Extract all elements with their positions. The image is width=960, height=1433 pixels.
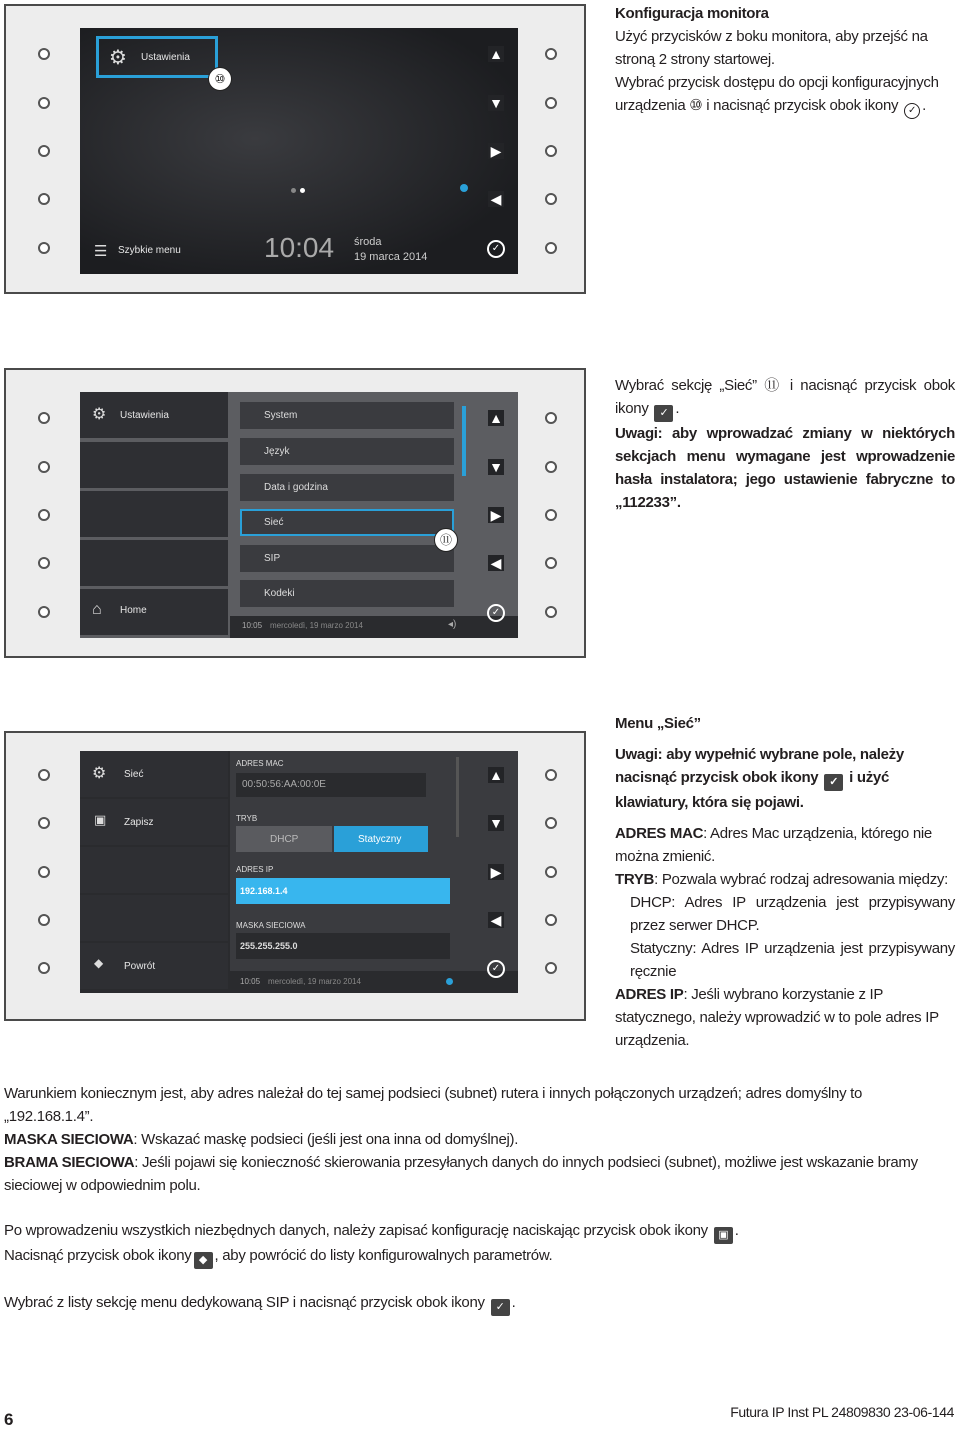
term: ADRES MAC bbox=[615, 825, 704, 842]
paragraph bbox=[4, 1128, 954, 1151]
monitor-screen bbox=[80, 751, 518, 993]
paragraph-end: . bbox=[511, 1294, 516, 1311]
section-heading: Konfiguracja monitora bbox=[615, 5, 769, 22]
mode-dhcp-option[interactable] bbox=[236, 826, 332, 852]
side-button-left-2[interactable] bbox=[38, 817, 50, 829]
mask-field[interactable] bbox=[236, 933, 450, 959]
term: TRYB bbox=[615, 871, 655, 888]
section-heading: Menu „Sieć” bbox=[615, 715, 701, 732]
desc: : Jeśli wybrano korzystanie z IP statycznego, należy wprowadzić w to pole adres IP urządzenia. bbox=[615, 986, 939, 1049]
home-icon: ⌂ bbox=[92, 601, 102, 618]
gear-icon: ⚙ bbox=[109, 47, 127, 69]
settings-list bbox=[230, 392, 518, 638]
sidebar-empty-1 bbox=[80, 442, 228, 488]
mac-value: 00:50:56:AA:00:0E bbox=[242, 779, 326, 790]
mac-label: ADRES MAC bbox=[236, 759, 284, 768]
settings-tile[interactable] bbox=[96, 36, 218, 78]
body-text bbox=[4, 1082, 954, 1316]
settings-sidebar-item[interactable] bbox=[80, 392, 228, 438]
mask-value: 255.255.255.0 bbox=[240, 941, 298, 951]
side-button-right-5[interactable] bbox=[545, 242, 557, 254]
side-button-right-2[interactable] bbox=[545, 461, 557, 473]
paragraph bbox=[615, 374, 955, 422]
paragraph bbox=[4, 1219, 954, 1244]
ip-value: 192.168.1.4 bbox=[240, 886, 288, 896]
desc: : Jeśli pojawi się konieczność skierowania przesyłanych danych do innych podsieci (subnet), możliwe jest wskazanie bramy sieciowej w odpowiednim polu. bbox=[4, 1154, 918, 1194]
callout-10: ⑩ bbox=[208, 67, 232, 91]
paragraph-text: Po wprowadzeniu wszystkich niezbędnych danych, należy zapisać konfigurację naciskając przycisk obok ikony bbox=[4, 1222, 708, 1239]
monitor-panel-settings bbox=[4, 368, 586, 658]
callout-11: ⑪ bbox=[434, 528, 458, 552]
list-item-datetime[interactable] bbox=[240, 474, 454, 501]
text-block-3 bbox=[615, 712, 955, 1052]
arrow-left-icon: ◀ bbox=[488, 191, 504, 207]
network-form bbox=[230, 751, 518, 993]
list-item-label: System bbox=[264, 410, 298, 421]
arrow-left-icon: ◀ bbox=[488, 912, 504, 928]
paragraph: Użyć przycisków z boku monitora, aby przejść na stroną 2 strony startowej. bbox=[615, 28, 928, 68]
status-date: mercoledì, 19 marzo 2014 bbox=[268, 977, 361, 986]
side-button-right-2[interactable] bbox=[545, 817, 557, 829]
paragraph: Warunkiem koniecznym jest, aby adres należał do tej samej podsieci (subnet) rutera i innych połączonych urządzeń; adres domyślny to „192.168.1.4”. bbox=[4, 1085, 863, 1125]
gear-icon: ⚙ bbox=[92, 765, 107, 782]
side-button-left-3[interactable] bbox=[38, 509, 50, 521]
back-arrow-icon: ◆ bbox=[94, 956, 104, 970]
sidebar-empty-3 bbox=[80, 540, 228, 586]
paragraph bbox=[615, 71, 955, 119]
list-item-network[interactable] bbox=[240, 509, 454, 536]
side-button-left-5[interactable] bbox=[38, 606, 50, 618]
save-sidebar-item[interactable] bbox=[80, 799, 228, 845]
side-button-left-2[interactable] bbox=[38, 461, 50, 473]
paragraph bbox=[4, 1291, 954, 1316]
side-button-right-2[interactable] bbox=[545, 97, 557, 109]
sidebar-empty-1 bbox=[80, 847, 228, 893]
status-time: 10:05 bbox=[242, 621, 263, 630]
status-icon bbox=[460, 184, 468, 192]
mode-dhcp-label: DHCP bbox=[270, 834, 299, 845]
clock-day: środa bbox=[354, 236, 382, 248]
monitor-screen bbox=[80, 28, 518, 274]
status-date: mercoledì, 19 marzo 2014 bbox=[270, 621, 363, 630]
status-bar bbox=[230, 971, 518, 993]
list-item-label: SIP bbox=[264, 553, 281, 564]
side-button-right-1[interactable] bbox=[545, 412, 557, 424]
mode-static-option[interactable] bbox=[334, 826, 428, 852]
monitor-panel-network bbox=[4, 731, 586, 1021]
paragraph-end: . bbox=[675, 400, 680, 417]
check-icon: ✓ bbox=[904, 103, 920, 119]
side-button-right-5[interactable] bbox=[545, 962, 557, 974]
text-block-1 bbox=[615, 2, 955, 119]
arrow-right-icon: ▶ bbox=[488, 507, 504, 523]
arrow-up-icon: ▲ bbox=[489, 767, 503, 783]
side-button-right-3[interactable] bbox=[545, 509, 557, 521]
definition bbox=[615, 983, 955, 1052]
paragraph-text: Wybrać przycisk dostępu do opcji konfiguracyjnych urządzenia ⑩ i nacisnąć przycisk obok ikony bbox=[615, 74, 939, 114]
back-sidebar-item[interactable] bbox=[80, 943, 228, 989]
clock-date: 19 marca 2014 bbox=[354, 251, 428, 263]
clock-time: 10:04 bbox=[264, 232, 335, 263]
speaker-icon: ◂) bbox=[448, 619, 457, 630]
home-label: Home bbox=[120, 605, 147, 616]
list-item-label: Data i godzina bbox=[264, 482, 328, 493]
save-icon: ▣ bbox=[714, 1227, 733, 1244]
menu-list-icon: ☰ bbox=[94, 243, 108, 260]
paragraph-end: . bbox=[734, 1222, 739, 1239]
side-button-left-5[interactable] bbox=[38, 962, 50, 974]
list-item-codecs[interactable] bbox=[240, 580, 454, 607]
paragraph bbox=[4, 1244, 954, 1269]
arrow-up-icon: ▲ bbox=[489, 410, 503, 426]
note-text: Uwagi: aby wypełnić wybrane pole, należy nacisnąć przycisk obok ikony bbox=[615, 746, 904, 786]
note-text: i użyć klawiatury, która się pojawi. bbox=[615, 769, 889, 811]
settings-label: Ustawienia bbox=[120, 410, 169, 421]
side-button-left-3[interactable] bbox=[38, 145, 50, 157]
side-button-left-4[interactable] bbox=[38, 914, 50, 926]
definition bbox=[615, 868, 955, 891]
sidebar-label: Sieć bbox=[124, 769, 144, 780]
text-block-2 bbox=[615, 374, 955, 514]
check-icon: ✓ bbox=[491, 1299, 510, 1316]
mask-label: MASKA SIECIOWA bbox=[236, 921, 306, 930]
side-button-right-3[interactable] bbox=[545, 145, 557, 157]
back-arrow-icon: ◆ bbox=[194, 1252, 213, 1269]
paragraph-text: Wybrać z listy sekcję menu dedykowaną SIP i nacisnąć przycisk obok ikony bbox=[4, 1294, 485, 1311]
page-dot-1 bbox=[291, 188, 296, 193]
monitor-panel-home bbox=[4, 4, 586, 294]
ip-field[interactable] bbox=[236, 878, 450, 904]
mode-static-label: Statyczny bbox=[358, 834, 402, 845]
arrow-up-icon: ▲ bbox=[489, 46, 503, 62]
side-button-right-4[interactable] bbox=[545, 193, 557, 205]
arrow-down-icon: ▼ bbox=[489, 459, 503, 475]
sidebar-label: Zapisz bbox=[124, 817, 154, 828]
side-button-left-4[interactable] bbox=[38, 557, 50, 569]
paragraph-text: Nacisnąć przycisk obok ikony bbox=[4, 1247, 192, 1264]
ip-label: ADRES IP bbox=[236, 865, 274, 874]
monitor-screen bbox=[80, 392, 518, 638]
list-item-label: Sieć bbox=[264, 517, 284, 528]
side-button-left-1[interactable] bbox=[38, 412, 50, 424]
check-circle-icon: ✓ bbox=[487, 960, 505, 978]
side-button-right-3[interactable] bbox=[545, 866, 557, 878]
sidebar-label: Powrót bbox=[124, 961, 156, 972]
desc: : Adres Mac urządzenia, którego nie można zmienić. bbox=[615, 825, 932, 865]
side-button-left-5[interactable] bbox=[38, 242, 50, 254]
list-item-label: Kodeki bbox=[264, 588, 295, 599]
document-code: Futura IP Inst PL 24809830 23-06-144 bbox=[730, 1404, 954, 1420]
list-item-system[interactable] bbox=[240, 402, 454, 429]
status-time: 10:05 bbox=[240, 977, 261, 986]
check-icon: ✓ bbox=[654, 405, 673, 422]
side-button-left-2[interactable] bbox=[38, 97, 50, 109]
sub-definition: Statyczny: Adres IP urządzenia jest przypisywany ręcznie bbox=[630, 940, 955, 980]
gear-icon: ⚙ bbox=[92, 406, 107, 423]
side-button-right-4[interactable] bbox=[545, 914, 557, 926]
note bbox=[615, 743, 955, 814]
term: BRAMA SIECIOWA bbox=[4, 1154, 135, 1171]
arrow-right-icon: ▶ bbox=[488, 864, 504, 880]
save-icon: ▣ bbox=[94, 812, 107, 827]
sidebar-empty-2 bbox=[80, 895, 228, 941]
list-item-language[interactable] bbox=[240, 438, 454, 465]
sub-definition: DHCP: Adres IP urządzenia jest przypisywany przez serwer DHCP. bbox=[630, 894, 955, 934]
definition bbox=[615, 822, 955, 868]
side-button-right-1[interactable] bbox=[545, 769, 557, 781]
term: MASKA SIECIOWA bbox=[4, 1131, 134, 1148]
side-button-left-4[interactable] bbox=[38, 193, 50, 205]
status-bar bbox=[230, 616, 518, 638]
arrow-down-icon: ▼ bbox=[489, 815, 503, 831]
list-item-sip[interactable] bbox=[240, 545, 454, 572]
mode-label: TRYB bbox=[236, 814, 258, 823]
scrollbar[interactable] bbox=[462, 406, 466, 476]
quick-menu-label[interactable]: Szybkie menu bbox=[118, 245, 181, 256]
side-button-left-3[interactable] bbox=[38, 866, 50, 878]
settings-label: Ustawienia bbox=[141, 52, 190, 63]
sidebar-empty-2 bbox=[80, 491, 228, 537]
paragraph-end: , aby powrócić do listy konfigurowalnych parametrów. bbox=[214, 1247, 553, 1264]
check-icon: ✓ bbox=[824, 774, 843, 791]
arrow-down-icon: ▼ bbox=[489, 95, 503, 111]
paragraph bbox=[4, 1151, 954, 1197]
page-number: 6 bbox=[4, 1410, 14, 1429]
note: Uwagi: aby wprowadzać zmiany w niektórych sekcjach menu wymagane jest wprowadzenie hasła instalatora; jego ustawienie fabryczne to „112233”. bbox=[615, 425, 955, 511]
side-button-left-1[interactable] bbox=[38, 769, 50, 781]
desc: : Pozwala wybrać rodzaj adresowania między: bbox=[654, 871, 948, 888]
home-sidebar-item[interactable] bbox=[80, 589, 228, 635]
arrow-right-icon: ▶ bbox=[488, 143, 504, 159]
side-button-right-5[interactable] bbox=[545, 606, 557, 618]
paragraph-text: Wybrać sekcję „Sieć” ⑪ i nacisnąć przycisk obok ikony bbox=[615, 377, 955, 417]
side-button-left-1[interactable] bbox=[38, 48, 50, 60]
desc: : Wskazać maskę podsieci (jeśli jest ona inna od domyślnej). bbox=[133, 1131, 519, 1148]
list-item-label: Język bbox=[264, 446, 290, 457]
mac-field bbox=[236, 773, 426, 797]
scrollbar[interactable] bbox=[456, 757, 459, 837]
paragraph-end: . bbox=[922, 97, 926, 114]
check-circle-icon: ✓ bbox=[487, 240, 505, 258]
arrow-left-icon: ◀ bbox=[488, 555, 504, 571]
term: ADRES IP bbox=[615, 986, 684, 1003]
check-circle-icon: ✓ bbox=[487, 604, 505, 622]
side-button-right-1[interactable] bbox=[545, 48, 557, 60]
network-sidebar-item[interactable] bbox=[80, 751, 228, 797]
status-indicator-icon bbox=[446, 978, 453, 985]
page-dot-2 bbox=[300, 188, 305, 193]
side-button-right-4[interactable] bbox=[545, 557, 557, 569]
